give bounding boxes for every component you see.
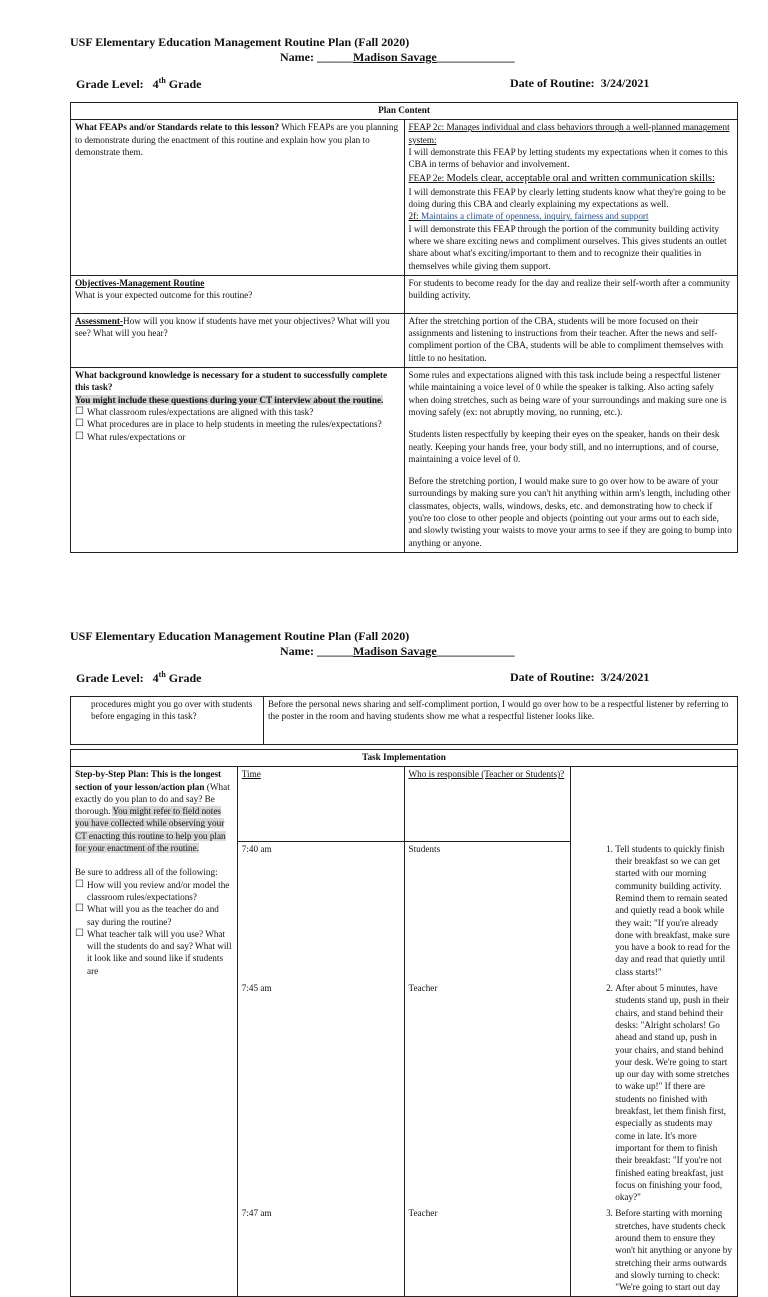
page-header — [70, 35, 710, 65]
page-gap — [0, 560, 768, 620]
procedures-question-continued: procedures might you go over with students before engaging in this task? — [71, 697, 264, 745]
document-title: USF Elementary Education Management Routine Plan (Fall 2020) — [70, 35, 410, 49]
step-time: 7:47 am — [237, 1206, 404, 1297]
student-name-line: Name: ______Madison Savage_____________ — [280, 644, 515, 658]
checkbox-icon: ☐ — [75, 418, 84, 430]
checklist-item: ☐ What teacher talk will you use? What will the students do and say? What will it look like and sound like if students are — [75, 927, 232, 976]
checklist-item: ☐ What will you as the teacher do and say during the routine? — [75, 903, 219, 927]
continued-plan-table — [70, 696, 738, 745]
meta-row — [76, 76, 740, 92]
checkbox-icon: ☐ — [75, 430, 84, 442]
task-implementation-heading: Task Implementation — [71, 750, 738, 767]
plan-content-heading: Plan Content — [71, 103, 738, 120]
step-text — [571, 1206, 738, 1297]
list-item: 1. Tell students to quickly finish their breakfast so we can get started with our morning community building activity. Remind them to remain seated and quietly read a book while they wait: "If you're already done with breakfast, make sure you have a book to read for the day and read that quietly until class starts!" — [615, 843, 733, 978]
list-item: 3. Before starting with morning stretches, have students check around them to ensure they won't hit anything or anyone by stretching their arms outwards and slowly turning to check: "We're going to start out day — [615, 1207, 733, 1293]
checklist-item: ☐ What classroom rules/expectations are aligned with this task? — [75, 405, 314, 417]
page-header — [70, 629, 710, 659]
step-plan-question: Step-by-Step Plan: This is the longest section of your lesson/action plan (What exactly do you plan to do and say? Be thorough. You might refer to field notes you have collected while observing your CT enacting this routine to help you plan for your enactment of the routine. Be sure to address all of the following: ☐ How will you review and/or model the classroom rules/expectations? ☐ What will you as the teacher do and say during the routine? ☐ What teacher talk will you use? What will the students do and say? What will it look like and sound like if students are — [71, 767, 238, 1297]
feaps-question: What FEAPs and/or Standards relate to this lesson? Which FEAPs are you planning to demonstrate during the enactment of this routine and explain how you plan to demonstrate them. — [71, 120, 405, 276]
meta-row — [76, 670, 740, 686]
background-answer: Some rules and expectations aligned with this task include being a respectful listener while maintaining a voice level of 0 while the speaker is talking. Also acting safely when doing stretches, such as being ware of your surroundings and making sure one is moving safely (ex: not abruptly moving, no running, etc.). Students listen respectfully by keeping their eyes on the speaker, hands on their desk neatly. Keeping your hands free, your body still, and no interruptions, and of course, maintaining a voice level of 0. Before the stretching portion, I would make sure to go over how to be aware of your surroundings by making sure you can't hit anything within arm's length, including other classmates, objects, walls, windows, desks, etc. and demonstrating how to check if you're too close to other people and objects (pointing out your arms out to each side, and slowly twisting your waists to move your arms to see if they are going to bump into anything or anyone. — [404, 368, 738, 553]
checkbox-icon: ☐ — [75, 878, 84, 890]
student-name: Madison Savage — [352, 644, 437, 658]
background-question: What background knowledge is necessary for a student to successfully complete this task? You might include these questions during your CT interview about the routine. ☐ What classroom rules/expectations are aligned with this task? ☐ What procedures are in place to help students in meeting the rules/expectations? ☐ What rules/expectations or — [71, 368, 405, 553]
checkbox-icon: ☐ — [75, 927, 84, 939]
step-who: Teacher — [404, 981, 571, 1206]
student-name-line: Name: ______Madison Savage_____________ — [280, 50, 515, 64]
checklist-item: ☐ What procedures are in place to help students in meeting the rules/expectations? — [75, 418, 382, 430]
step-text-header — [571, 767, 738, 842]
step-time: 7:45 am — [237, 981, 404, 1206]
step-text — [571, 842, 738, 981]
step-time: 7:40 am — [237, 842, 404, 981]
plan-content-table — [70, 102, 738, 553]
checklist-item: ☐ What rules/expectations or — [75, 430, 186, 442]
step-text — [571, 981, 738, 1206]
assessment-question: Assessment-How will you know if students have met your objectives? What will you see? What will you hear? — [71, 313, 405, 367]
assessment-answer: After the stretching portion of the CBA, students will be more focused on their assignments and listening to instructions from their teacher. After the news and self-compliment portion of the CBA, students will be able to compliment themselves with little to no hesitation. — [404, 313, 738, 367]
who-column-header: Who is responsible (Teacher or Students)? — [404, 767, 571, 842]
grade-level: Grade Level: 4th Grade — [76, 76, 202, 91]
step-who: Teacher — [404, 1206, 571, 1297]
checkbox-icon: ☐ — [75, 405, 84, 417]
step-who: Students — [404, 842, 571, 981]
document-title: USF Elementary Education Management Routine Plan (Fall 2020) — [70, 629, 410, 643]
grade-level: Grade Level: 4th Grade — [76, 670, 202, 685]
checkbox-icon: ☐ — [75, 903, 84, 915]
student-name: Madison Savage — [352, 50, 437, 64]
objectives-answer: For students to become ready for the day and realize their self-worth after a community building activity. — [404, 275, 738, 313]
routine-date: Date of Routine: 3/24/2021 — [510, 76, 650, 90]
routine-date: Date of Routine: 3/24/2021 — [510, 670, 650, 684]
document-page-2 — [0, 620, 768, 1293]
document-page-1 — [0, 0, 768, 560]
objectives-question: Objectives-Management Routine What is your expected outcome for this routine? — [71, 275, 405, 313]
feaps-answer: FEAP 2c: Manages individual and class behaviors through a well-planned management system: I will demonstrate this FEAP by letting students my expectations when it comes to this CBA in terms of behavior and involvement. FEAP 2e: Models clear, acceptable oral and written communication skills: I will demonstrate this FEAP by clearly letting students know what they're going to be doing during this CBA and clearly explaining my expectations as well. 2f: Maintains a climate of openness, inquiry, fairness and support I will demonstrate this FEAP through the portion of the community building activity where we share exciting news and compliment ourselves. This gives students an outlet share about what's exciting/important to them and to recognize their qualities in themselves while giving them support. — [404, 120, 738, 276]
procedures-answer: Before the personal news sharing and self-compliment portion, I would go over how to be a respectful listener by referring to the poster in the room and having students show me what a respectful listener looks like. — [264, 697, 738, 745]
time-column-header: Time — [237, 767, 404, 842]
task-implementation-table — [70, 749, 738, 1297]
checklist-item: ☐ How will you review and/or model the classroom rules/expectations? — [75, 878, 230, 902]
list-item: 2. After about 5 minutes, have students stand up, push in their chairs, and stand behind their desks: "Alright scholars! Go ahead and stand up, push in your chairs, and stand behind your desk. We're going to start up our day with some stretches to wake up!" If there are students no finished with breakfast, let them finish first, especially as students may come in late. It's more important for them to finish their breakfast: "If you're not finished eating breakfast, just focus on finishing your food, okay?" — [615, 982, 733, 1203]
